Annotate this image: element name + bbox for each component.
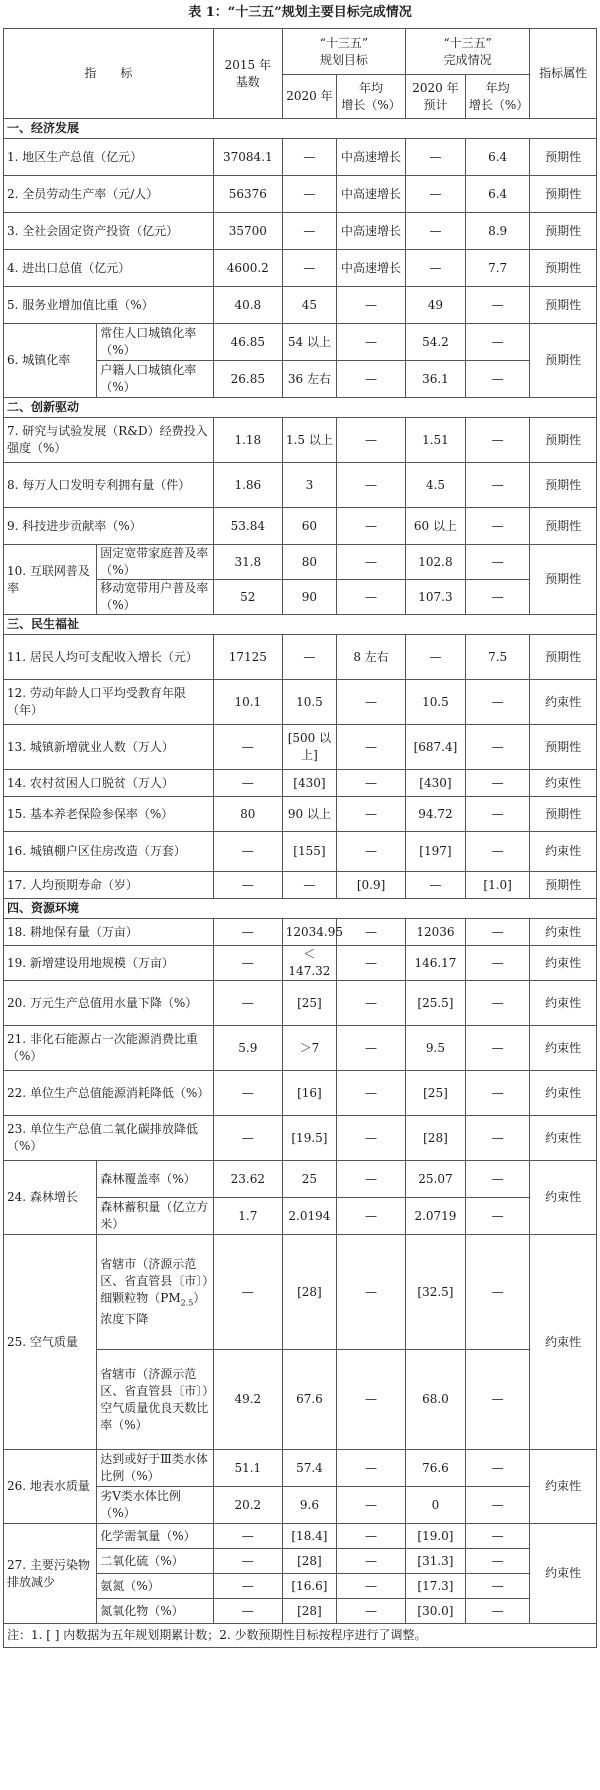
table-row bbox=[4, 324, 597, 361]
completion-2020-value: 36.1 bbox=[405, 361, 465, 398]
attribute-value: 预期性 bbox=[530, 635, 597, 680]
base-value: 56376 bbox=[213, 176, 282, 213]
header-indicator: 指 标 bbox=[4, 29, 214, 119]
target-2020-value: [28] bbox=[282, 1599, 336, 1624]
sub-indicator-name: 户籍人口城镇化率（%） bbox=[97, 361, 214, 398]
completion-growth-value: 7.7 bbox=[465, 250, 529, 287]
indicator-name: 21. 非化石能源占一次能源消费比重（%） bbox=[4, 1026, 214, 1071]
completion-2020-value: 94.72 bbox=[405, 797, 465, 832]
completion-growth-value: — bbox=[465, 1071, 529, 1116]
indicator-name: 19. 新增建设用地规模（万亩） bbox=[4, 946, 214, 981]
target-growth-value: — bbox=[337, 1071, 406, 1116]
target-growth-value: — bbox=[337, 418, 406, 463]
base-value: 10.1 bbox=[213, 680, 282, 725]
table-row bbox=[4, 770, 597, 797]
completion-growth-value: 7.5 bbox=[465, 635, 529, 680]
completion-2020-value: — bbox=[405, 213, 465, 250]
target-growth-value: — bbox=[337, 1198, 406, 1235]
base-value: — bbox=[213, 1599, 282, 1624]
completion-2020-value: [28] bbox=[405, 1116, 465, 1161]
target-2020-value: [28] bbox=[282, 1549, 336, 1574]
completion-growth-value: — bbox=[465, 418, 529, 463]
indicator-name: 22. 单位生产总值能源消耗降低（%） bbox=[4, 1071, 214, 1116]
table-row bbox=[4, 418, 597, 463]
base-value: 4600.2 bbox=[213, 250, 282, 287]
target-growth-value: — bbox=[337, 981, 406, 1026]
table-row bbox=[4, 680, 597, 725]
base-value: — bbox=[213, 1524, 282, 1549]
base-value: 1.86 bbox=[213, 463, 282, 508]
attribute-value: 约束性 bbox=[530, 1116, 597, 1161]
completion-2020-value: [25] bbox=[405, 1071, 465, 1116]
completion-growth-value: — bbox=[465, 1116, 529, 1161]
target-2020-value: 60 bbox=[282, 508, 336, 545]
attribute-value: 预期性 bbox=[530, 287, 597, 324]
target-growth-value: — bbox=[337, 324, 406, 361]
target-2020-value: 3 bbox=[282, 463, 336, 508]
base-value: 80 bbox=[213, 797, 282, 832]
completion-growth-value: — bbox=[465, 1350, 529, 1450]
completion-2020-value: 10.5 bbox=[405, 680, 465, 725]
section-heading: 一、经济发展 bbox=[4, 119, 597, 139]
base-value: 35700 bbox=[213, 213, 282, 250]
completion-growth-value: 6.4 bbox=[465, 139, 529, 176]
table-row bbox=[4, 213, 597, 250]
sub-indicator-name: 森林覆盖率（%） bbox=[97, 1161, 214, 1198]
table-row bbox=[4, 797, 597, 832]
attribute-value: 预期性 bbox=[530, 213, 597, 250]
sub-indicator-name: 二氧化硫（%） bbox=[97, 1549, 214, 1574]
table-row bbox=[4, 1026, 597, 1071]
sub-indicator-name: 常住人口城镇化率（%） bbox=[97, 324, 214, 361]
target-growth-value: — bbox=[337, 919, 406, 946]
indicator-group-name: 26. 地表水质量 bbox=[4, 1450, 97, 1524]
target-2020-value: 80 bbox=[282, 545, 336, 580]
attribute-value: 预期性 bbox=[530, 139, 597, 176]
sub-indicator-name: 化学需氧量（%） bbox=[97, 1524, 214, 1549]
completion-growth-value: — bbox=[465, 1487, 529, 1524]
attribute-value: 约束性 bbox=[530, 981, 597, 1026]
table-row bbox=[4, 635, 597, 680]
completion-growth-value: — bbox=[465, 580, 529, 615]
completion-2020-value: 25.07 bbox=[405, 1161, 465, 1198]
completion-2020-value: [17.3] bbox=[405, 1574, 465, 1599]
target-growth-value: — bbox=[337, 361, 406, 398]
target-growth-value: [0.9] bbox=[337, 872, 406, 899]
target-growth-value: 中高速增长 bbox=[337, 139, 406, 176]
completion-growth-value: — bbox=[465, 680, 529, 725]
completion-growth-value: — bbox=[465, 725, 529, 770]
header-target-growth: 年均 增长（%） bbox=[337, 75, 406, 119]
indicator-name: 9. 科技进步贡献率（%） bbox=[4, 508, 214, 545]
section-heading: 三、民生福祉 bbox=[4, 615, 597, 635]
base-value: 51.1 bbox=[213, 1450, 282, 1487]
completion-2020-value: 107.3 bbox=[405, 580, 465, 615]
target-growth-value: — bbox=[337, 1350, 406, 1450]
attribute-value: 约束性 bbox=[530, 1450, 597, 1524]
attribute-value: 约束性 bbox=[530, 832, 597, 872]
target-growth-value: — bbox=[337, 1026, 406, 1071]
attribute-value: 预期性 bbox=[530, 508, 597, 545]
base-value: — bbox=[213, 1574, 282, 1599]
completion-2020-value: — bbox=[405, 250, 465, 287]
attribute-value: 约束性 bbox=[530, 1071, 597, 1116]
indicator-name: 18. 耕地保有量（万亩） bbox=[4, 919, 214, 946]
targets-table bbox=[3, 28, 597, 1648]
table-note: 注：1. [ ] 内数据为五年规划期累计数；2. 少数预期性目标按程序进行了调整。 bbox=[4, 1624, 597, 1648]
table-row bbox=[4, 919, 597, 946]
table-title: 表 1：“十三五”规划主要目标完成情况 bbox=[188, 5, 412, 20]
attribute-value: 预期性 bbox=[530, 250, 597, 287]
table-row bbox=[4, 1235, 597, 1350]
base-value: — bbox=[213, 725, 282, 770]
name-tail-text: ）浓度下降 bbox=[100, 1290, 206, 1327]
target-growth-value: — bbox=[337, 725, 406, 770]
indicator-group-name: 25. 空气质量 bbox=[4, 1235, 97, 1450]
header-target-group: “十三五” 规划目标 bbox=[282, 29, 405, 75]
section-heading: 四、资源环境 bbox=[4, 899, 597, 919]
completion-growth-value: — bbox=[465, 797, 529, 832]
target-growth-value: 中高速增长 bbox=[337, 176, 406, 213]
sub-indicator-name: 森林蓄积量（亿立方米） bbox=[97, 1198, 214, 1235]
target-growth-value: — bbox=[337, 680, 406, 725]
base-value: 1.18 bbox=[213, 418, 282, 463]
target-growth-value: — bbox=[337, 1549, 406, 1574]
completion-2020-value: 76.6 bbox=[405, 1450, 465, 1487]
completion-2020-value: — bbox=[405, 176, 465, 213]
attribute-value: 预期性 bbox=[530, 176, 597, 213]
table-row bbox=[4, 545, 597, 580]
completion-2020-value: 12036 bbox=[405, 919, 465, 946]
sub-indicator-name: 达到或好于Ⅲ类水体比例（%） bbox=[97, 1450, 214, 1487]
target-growth-value: — bbox=[337, 770, 406, 797]
completion-2020-value: [31.3] bbox=[405, 1549, 465, 1574]
target-growth-value: — bbox=[337, 1524, 406, 1549]
base-value: 20.2 bbox=[213, 1487, 282, 1524]
base-value: 23.62 bbox=[213, 1161, 282, 1198]
table-row bbox=[4, 287, 597, 324]
target-2020-value: [25] bbox=[282, 981, 336, 1026]
completion-2020-value: [197] bbox=[405, 832, 465, 872]
indicator-name: 23. 单位生产总值二氧化碳排放降低（%） bbox=[4, 1116, 214, 1161]
target-2020-value: 90 bbox=[282, 580, 336, 615]
target-growth-value: — bbox=[337, 545, 406, 580]
target-2020-value: 12034.95 bbox=[282, 919, 336, 946]
target-2020-value: 9.6 bbox=[282, 1487, 336, 1524]
section-row bbox=[4, 899, 597, 919]
completion-2020-value: [687.4] bbox=[405, 725, 465, 770]
target-growth-value: — bbox=[337, 508, 406, 545]
completion-growth-value: 8.9 bbox=[465, 213, 529, 250]
table-row bbox=[4, 1071, 597, 1116]
target-2020-value: [16.6] bbox=[282, 1574, 336, 1599]
completion-2020-value: 0 bbox=[405, 1487, 465, 1524]
completion-2020-value: 1.51 bbox=[405, 418, 465, 463]
target-growth-value: — bbox=[337, 1599, 406, 1624]
completion-growth-value: — bbox=[465, 1574, 529, 1599]
completion-2020-value: [430] bbox=[405, 770, 465, 797]
attribute-value: 预期性 bbox=[530, 797, 597, 832]
target-2020-value: 25 bbox=[282, 1161, 336, 1198]
target-2020-value: [19.5] bbox=[282, 1116, 336, 1161]
attribute-value: 预期性 bbox=[530, 872, 597, 899]
indicator-name: 16. 城镇棚户区住房改造（万套） bbox=[4, 832, 214, 872]
completion-2020-value: 102.8 bbox=[405, 545, 465, 580]
indicator-name: 13. 城镇新增就业人数（万人） bbox=[4, 725, 214, 770]
completion-growth-value: — bbox=[465, 1524, 529, 1549]
indicator-name: 8. 每万人口发明专利拥有量（件） bbox=[4, 463, 214, 508]
attribute-value: 约束性 bbox=[530, 1235, 597, 1450]
indicator-name: 5. 服务业增加值比重（%） bbox=[4, 287, 214, 324]
note-row bbox=[4, 1624, 597, 1648]
base-value: 17125 bbox=[213, 635, 282, 680]
completion-growth-value: — bbox=[465, 463, 529, 508]
completion-growth-value: — bbox=[465, 1599, 529, 1624]
completion-growth-value: — bbox=[465, 1235, 529, 1350]
base-value: — bbox=[213, 946, 282, 981]
completion-growth-value: — bbox=[465, 1161, 529, 1198]
target-growth-value: — bbox=[337, 580, 406, 615]
sub-indicator-name: 氨氮（%） bbox=[97, 1574, 214, 1599]
indicator-name: 17. 人均预期寿命（岁） bbox=[4, 872, 214, 899]
base-value: 53.84 bbox=[213, 508, 282, 545]
table-row bbox=[4, 1450, 597, 1487]
section-heading: 二、创新驱动 bbox=[4, 398, 597, 418]
target-growth-value: — bbox=[337, 1235, 406, 1350]
indicator-name: 1. 地区生产总值（亿元） bbox=[4, 139, 214, 176]
base-value: — bbox=[213, 919, 282, 946]
completion-2020-value: [32.5] bbox=[405, 1235, 465, 1350]
subscript-text: 2.5 bbox=[180, 1298, 194, 1308]
table-row bbox=[4, 946, 597, 981]
base-value: 26.85 bbox=[213, 361, 282, 398]
attribute-value: 约束性 bbox=[530, 1026, 597, 1071]
target-growth-value: 8 左右 bbox=[337, 635, 406, 680]
completion-growth-value: — bbox=[465, 1198, 529, 1235]
target-growth-value: 中高速增长 bbox=[337, 213, 406, 250]
table-row bbox=[4, 139, 597, 176]
completion-2020-value: 49 bbox=[405, 287, 465, 324]
base-value: — bbox=[213, 872, 282, 899]
sub-indicator-name: 省辖市（济源示范区、省直管县〔市〕）细颗粒物$(PM_{2.5})$浓度下降 bbox=[97, 1235, 214, 1350]
target-2020-value: — bbox=[282, 635, 336, 680]
target-2020-value: 57.4 bbox=[282, 1450, 336, 1487]
target-growth-value: — bbox=[337, 463, 406, 508]
base-value: — bbox=[213, 1549, 282, 1574]
indicator-name: 4. 进出口总值（亿元） bbox=[4, 250, 214, 287]
completion-2020-value: — bbox=[405, 872, 465, 899]
target-2020-value: [28] bbox=[282, 1235, 336, 1350]
indicator-name: 3. 全社会固定资产投资（亿元） bbox=[4, 213, 214, 250]
header-completion-group: “十三五” 完成情况 bbox=[405, 29, 529, 75]
target-growth-value: — bbox=[337, 797, 406, 832]
target-2020-value: 36 左右 bbox=[282, 361, 336, 398]
completion-growth-value: — bbox=[465, 545, 529, 580]
indicator-name: 14. 农村贫困人口脱贫（万人） bbox=[4, 770, 214, 797]
target-growth-value: — bbox=[337, 946, 406, 981]
attribute-value: 预期性 bbox=[530, 725, 597, 770]
completion-2020-value: 68.0 bbox=[405, 1350, 465, 1450]
completion-growth-value: — bbox=[465, 508, 529, 545]
attribute-value: 预期性 bbox=[530, 463, 597, 508]
base-value: 49.2 bbox=[213, 1350, 282, 1450]
table-row bbox=[4, 872, 597, 899]
table-row bbox=[4, 981, 597, 1026]
attribute-value: 预期性 bbox=[530, 545, 597, 615]
completion-growth-value: — bbox=[465, 832, 529, 872]
header-attribute: 指标属性 bbox=[530, 29, 597, 119]
target-2020-value: 90 以上 bbox=[282, 797, 336, 832]
table-row bbox=[4, 832, 597, 872]
attribute-value: 约束性 bbox=[530, 1161, 597, 1235]
sub-indicator-name: 省辖市（济源示范区、省直管县〔市〕）空气质量优良天数比率（%） bbox=[97, 1350, 214, 1450]
section-row bbox=[4, 119, 597, 139]
completion-growth-value: — bbox=[465, 919, 529, 946]
base-value: 5.9 bbox=[213, 1026, 282, 1071]
target-growth-value: 中高速增长 bbox=[337, 250, 406, 287]
table-row bbox=[4, 1116, 597, 1161]
base-value: 1.7 bbox=[213, 1198, 282, 1235]
target-2020-value: [430] bbox=[282, 770, 336, 797]
completion-2020-value: 9.5 bbox=[405, 1026, 465, 1071]
table-row bbox=[4, 725, 597, 770]
sub-indicator-name: 移动宽带用户普及率（%） bbox=[97, 580, 214, 615]
completion-growth-value: — bbox=[465, 1450, 529, 1487]
indicator-group-name: 6. 城镇化率 bbox=[4, 324, 97, 398]
completion-2020-value: 2.0719 bbox=[405, 1198, 465, 1235]
base-value: 46.85 bbox=[213, 324, 282, 361]
target-2020-value: 67.6 bbox=[282, 1350, 336, 1450]
target-2020-value: ＜147.32 bbox=[282, 946, 336, 981]
indicator-name: 2. 全员劳动生产率（元/人） bbox=[4, 176, 214, 213]
completion-growth-value: — bbox=[465, 287, 529, 324]
base-value: — bbox=[213, 981, 282, 1026]
table-row bbox=[4, 1161, 597, 1198]
header-row bbox=[4, 29, 597, 75]
target-2020-value: 10.5 bbox=[282, 680, 336, 725]
section-row bbox=[4, 615, 597, 635]
completion-growth-value: [1.0] bbox=[465, 872, 529, 899]
target-2020-value: 45 bbox=[282, 287, 336, 324]
attribute-value: 约束性 bbox=[530, 680, 597, 725]
sub-indicator-name: 劣Ⅴ类水体比例（%） bbox=[97, 1487, 214, 1524]
completion-2020-value: [25.5] bbox=[405, 981, 465, 1026]
target-growth-value: — bbox=[337, 287, 406, 324]
table-row bbox=[4, 1524, 597, 1549]
indicator-name: 15. 基本养老保险参保率（%） bbox=[4, 797, 214, 832]
attribute-value: 约束性 bbox=[530, 770, 597, 797]
base-value: 37084.1 bbox=[213, 139, 282, 176]
indicator-group-name: 27. 主要污染物排放减少 bbox=[4, 1524, 97, 1624]
indicator-group-name: 24. 森林增长 bbox=[4, 1161, 97, 1235]
completion-2020-value: 54.2 bbox=[405, 324, 465, 361]
completion-2020-value: [19.0] bbox=[405, 1524, 465, 1549]
section-row bbox=[4, 398, 597, 418]
target-2020-value: [155] bbox=[282, 832, 336, 872]
completion-growth-value: — bbox=[465, 1026, 529, 1071]
completion-growth-value: — bbox=[465, 981, 529, 1026]
completion-2020-value: — bbox=[405, 635, 465, 680]
completion-2020-value: 4.5 bbox=[405, 463, 465, 508]
base-value: — bbox=[213, 1116, 282, 1161]
base-value: — bbox=[213, 770, 282, 797]
attribute-value: 约束性 bbox=[530, 919, 597, 946]
indicator-name: 20. 万元生产总值用水量下降（%） bbox=[4, 981, 214, 1026]
target-growth-value: — bbox=[337, 1487, 406, 1524]
header-completion-growth: 年均 增长（%） bbox=[465, 75, 529, 119]
table-row bbox=[4, 508, 597, 545]
target-growth-value: — bbox=[337, 1161, 406, 1198]
indicator-name: 11. 居民人均可支配收入增长（元） bbox=[4, 635, 214, 680]
target-2020-value: 54 以上 bbox=[282, 324, 336, 361]
completion-growth-value: — bbox=[465, 361, 529, 398]
header-target-2020: 2020 年 bbox=[282, 75, 336, 119]
base-value: — bbox=[213, 832, 282, 872]
completion-growth-value: — bbox=[465, 324, 529, 361]
sub-indicator-name: 固定宽带家庭普及率（%） bbox=[97, 545, 214, 580]
base-value: 31.8 bbox=[213, 545, 282, 580]
attribute-value: 约束性 bbox=[530, 946, 597, 981]
completion-2020-value: — bbox=[405, 139, 465, 176]
base-value: 52 bbox=[213, 580, 282, 615]
completion-growth-value: — bbox=[465, 770, 529, 797]
target-2020-value: — bbox=[282, 872, 336, 899]
indicator-group-name: 10. 互联网普及率 bbox=[4, 545, 97, 615]
target-growth-value: — bbox=[337, 832, 406, 872]
attribute-value: 约束性 bbox=[530, 1524, 597, 1624]
target-growth-value: — bbox=[337, 1450, 406, 1487]
header-completion-2020: 2020 年 预计 bbox=[405, 75, 465, 119]
completion-growth-value: — bbox=[465, 1549, 529, 1574]
completion-growth-value: — bbox=[465, 946, 529, 981]
target-2020-value: — bbox=[282, 250, 336, 287]
sub-indicator-name: 氮氧化物（%） bbox=[97, 1599, 214, 1624]
table-row bbox=[4, 250, 597, 287]
target-2020-value: 2.0194 bbox=[282, 1198, 336, 1235]
completion-2020-value: [30.0] bbox=[405, 1599, 465, 1624]
target-2020-value: — bbox=[282, 176, 336, 213]
table-row bbox=[4, 176, 597, 213]
table-row bbox=[4, 463, 597, 508]
target-2020-value: [16] bbox=[282, 1071, 336, 1116]
attribute-value: 预期性 bbox=[530, 324, 597, 398]
indicator-name: 7. 研究与试验发展（R&D）经费投入强度（%） bbox=[4, 418, 214, 463]
completion-2020-value: 60 以上 bbox=[405, 508, 465, 545]
target-growth-value: — bbox=[337, 1574, 406, 1599]
target-2020-value: — bbox=[282, 213, 336, 250]
base-value: 40.8 bbox=[213, 287, 282, 324]
target-2020-value: ＞7 bbox=[282, 1026, 336, 1071]
header-base: 2015 年 基数 bbox=[213, 29, 282, 119]
base-value: — bbox=[213, 1235, 282, 1350]
target-2020-value: [500 以上] bbox=[282, 725, 336, 770]
indicator-name: 12. 劳动年龄人口平均受教育年限（年） bbox=[4, 680, 214, 725]
completion-2020-value: 146.17 bbox=[405, 946, 465, 981]
target-2020-value: 1.5 以上 bbox=[282, 418, 336, 463]
target-2020-value: [18.4] bbox=[282, 1524, 336, 1549]
base-value: — bbox=[213, 1071, 282, 1116]
completion-growth-value: 6.4 bbox=[465, 176, 529, 213]
target-growth-value: — bbox=[337, 1116, 406, 1161]
attribute-value: 预期性 bbox=[530, 418, 597, 463]
target-2020-value: — bbox=[282, 139, 336, 176]
